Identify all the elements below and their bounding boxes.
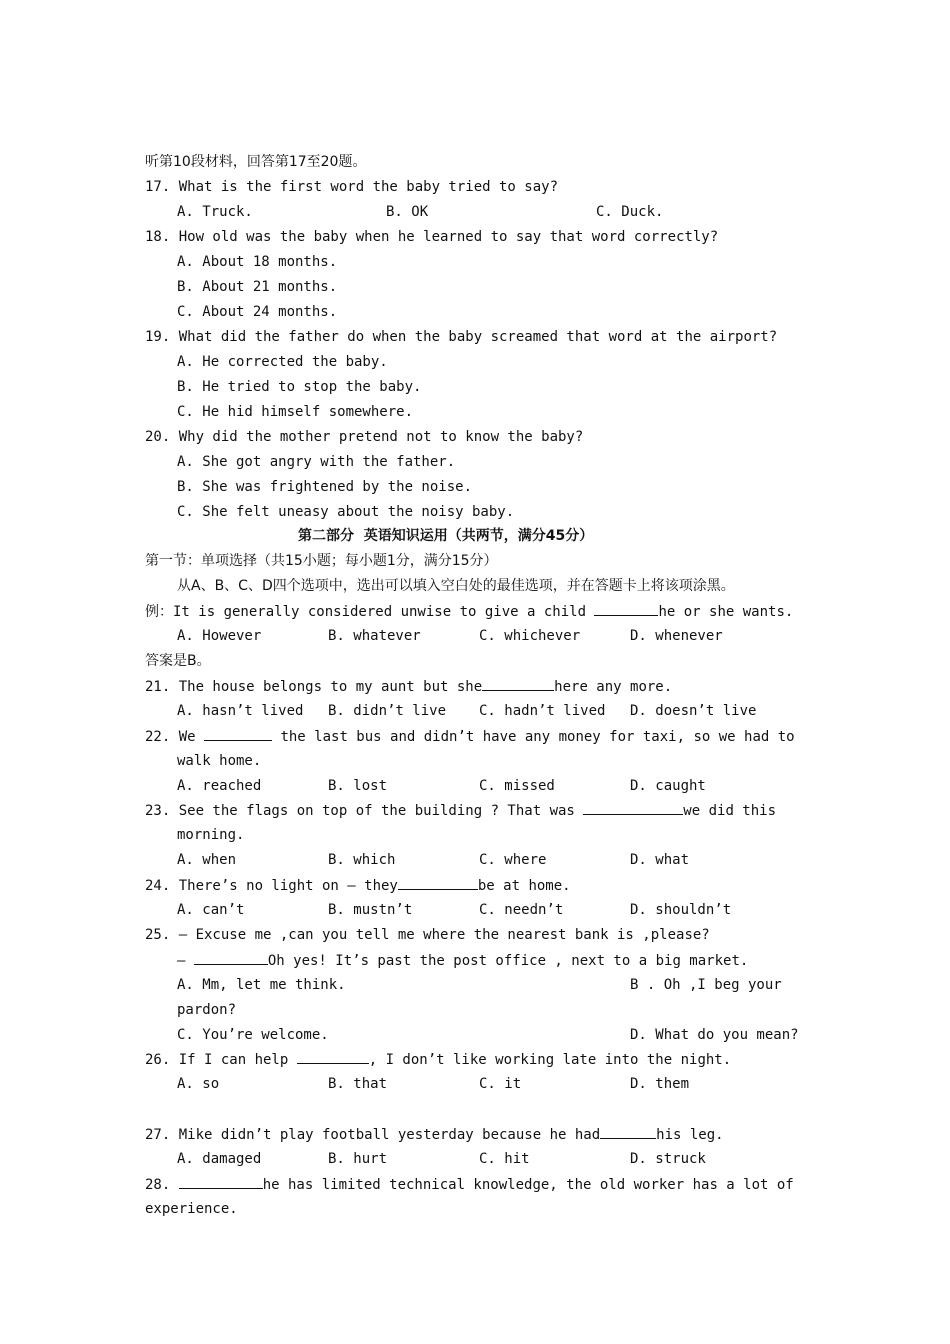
q23-stem-start: 23. See the flags on top of the building ? That was xyxy=(145,803,584,819)
q28-stem-end: he has limited technical knowledge, the old worker has a lot of xyxy=(262,1177,794,1193)
part2-title: 第二部分 英语知识运用（共两节，满分45分） xyxy=(298,528,594,544)
q26-option-d: D. them xyxy=(630,1076,690,1092)
q27-answer-blank xyxy=(600,1125,656,1139)
q23-option-d: D. what xyxy=(630,852,690,868)
q17-option-a: A. Truck. xyxy=(177,204,253,220)
example-option-d: D. whenever xyxy=(630,628,723,644)
q26-option-c: C. it xyxy=(479,1076,522,1092)
q25-option-b-continued: pardon? xyxy=(177,1002,237,1018)
q27-option-d: D. struck xyxy=(630,1151,706,1167)
q22-option-c: C. missed xyxy=(479,778,555,794)
question-17: 17. What is the first word the baby tried to say? xyxy=(145,179,559,195)
q27-stem-end: his leg. xyxy=(656,1127,724,1143)
q23-stem-continued: morning. xyxy=(177,827,245,843)
question-27 xyxy=(145,1125,724,1143)
q19-option-a: A. He corrected the baby. xyxy=(177,354,388,370)
q27-option-c: C. hit xyxy=(479,1151,530,1167)
q24-stem-start: 24. There’s no light on — they xyxy=(145,878,398,894)
q25-option-d: D. What do you mean? xyxy=(630,1027,799,1043)
q26-stem-start: 26. If I can help xyxy=(145,1052,297,1068)
question-21 xyxy=(145,677,672,695)
q25-reply-text: Oh yes! It’s past the post office , next to a big market. xyxy=(267,953,749,969)
q25-reply-dash: — xyxy=(177,953,194,969)
q24-option-b: B. mustn’t xyxy=(328,902,413,918)
example-stem-end: he or she wants. xyxy=(658,604,794,620)
question-28 xyxy=(145,1175,794,1193)
q20-option-a: A. She got angry with the father. xyxy=(177,454,456,470)
q18-option-b: B. About 21 months. xyxy=(177,279,338,295)
q18-option-c: C. About 24 months. xyxy=(177,304,338,320)
q23-option-c: C. where xyxy=(479,852,547,868)
q25-reply xyxy=(177,951,748,969)
q27-stem-start: 27. Mike didn’t play football yesterday because he had xyxy=(145,1127,601,1143)
q23-option-b: B. which xyxy=(328,852,396,868)
q17-option-c: C. Duck. xyxy=(596,204,664,220)
q23-stem-end: we did this xyxy=(683,803,777,819)
q27-option-a: A. damaged xyxy=(177,1151,262,1167)
q21-answer-blank xyxy=(482,677,554,691)
section1-instruction: 从A、B、C、D四个选项中，选出可以填入空白处的最佳选项，并在答题卡上将该项涂黑。 xyxy=(177,578,735,594)
q22-stem-end: the last bus and didn’t have any money for taxi, so we had to xyxy=(272,729,795,745)
q22-option-b: B. lost xyxy=(328,778,388,794)
q24-stem-end: be at home. xyxy=(477,878,571,894)
question-25: 25. — Excuse me ,can you tell me where the nearest bank is ,please? xyxy=(145,927,710,943)
q24-option-a: A. can’t xyxy=(177,902,245,918)
q26-option-b: B. that xyxy=(328,1076,388,1092)
q21-option-c: C. hadn’t lived xyxy=(479,703,606,719)
q27-option-b: B. hurt xyxy=(328,1151,388,1167)
q22-stem-continued: walk home. xyxy=(177,753,262,769)
q21-option-d: D. doesn’t live xyxy=(630,703,757,719)
q24-option-c: C. needn’t xyxy=(479,902,564,918)
question-24 xyxy=(145,876,571,894)
question-18: 18. How old was the baby when he learned to say that word correctly? xyxy=(145,229,719,245)
q21-option-b: B. didn’t live xyxy=(328,703,447,719)
question-19: 19. What did the father do when the baby screamed that word at the airport? xyxy=(145,329,778,345)
example-stem-start: 例：It is generally considered unwise to give a child xyxy=(145,604,595,620)
q24-option-d: D. shouldn’t xyxy=(630,902,732,918)
q18-option-a: A. About 18 months. xyxy=(177,254,338,270)
q22-answer-blank xyxy=(204,727,272,741)
q17-option-b: B. OK xyxy=(386,204,429,220)
q26-option-a: A. so xyxy=(177,1076,220,1092)
q26-answer-blank xyxy=(297,1050,369,1064)
example-answer-blank xyxy=(594,602,658,616)
section-intro: 听第10段材料，回答第17至20题。 xyxy=(145,154,367,170)
q19-option-b: B. He tried to stop the baby. xyxy=(177,379,422,395)
example-option-b: B. whatever xyxy=(328,628,421,644)
q22-option-d: D. caught xyxy=(630,778,706,794)
example-answer: 答案是B。 xyxy=(145,653,211,669)
question-22 xyxy=(145,727,795,745)
q21-stem-end: here any more. xyxy=(554,679,673,695)
q26-stem-end: , I don’t like working late into the night. xyxy=(368,1052,732,1068)
q28-stem-continued: experience. xyxy=(145,1201,238,1217)
example-option-a: A. However xyxy=(177,628,262,644)
question-23 xyxy=(145,801,776,819)
example-question xyxy=(145,602,793,620)
q23-option-a: A. when xyxy=(177,852,237,868)
q23-answer-blank xyxy=(583,801,683,815)
q24-answer-blank xyxy=(398,876,478,890)
q20-option-c: C. She felt uneasy about the noisy baby. xyxy=(177,504,515,520)
q28-answer-blank xyxy=(179,1175,263,1189)
q20-option-b: B. She was frightened by the noise. xyxy=(177,479,473,495)
section1-title: 第一节：单项选择（共15小题；每小题1分，满分15分） xyxy=(145,553,498,569)
q21-option-a: A. hasn’t lived xyxy=(177,703,304,719)
question-20: 20. Why did the mother pretend not to know the baby? xyxy=(145,429,584,445)
q22-stem-start: 22. We xyxy=(145,729,205,745)
q19-option-c: C. He hid himself somewhere. xyxy=(177,404,414,420)
q25-option-a: A. Mm, let me think. xyxy=(177,977,346,993)
q28-stem-start: 28. xyxy=(145,1177,179,1193)
q25-option-b: B . Oh ,I beg your xyxy=(630,977,782,993)
q25-option-c: C. You’re welcome. xyxy=(177,1027,329,1043)
q25-answer-blank xyxy=(194,951,268,965)
example-option-c: C. whichever xyxy=(479,628,581,644)
question-26 xyxy=(145,1050,731,1068)
q22-option-a: A. reached xyxy=(177,778,262,794)
q21-stem-start: 21. The house belongs to my aunt but she xyxy=(145,679,483,695)
